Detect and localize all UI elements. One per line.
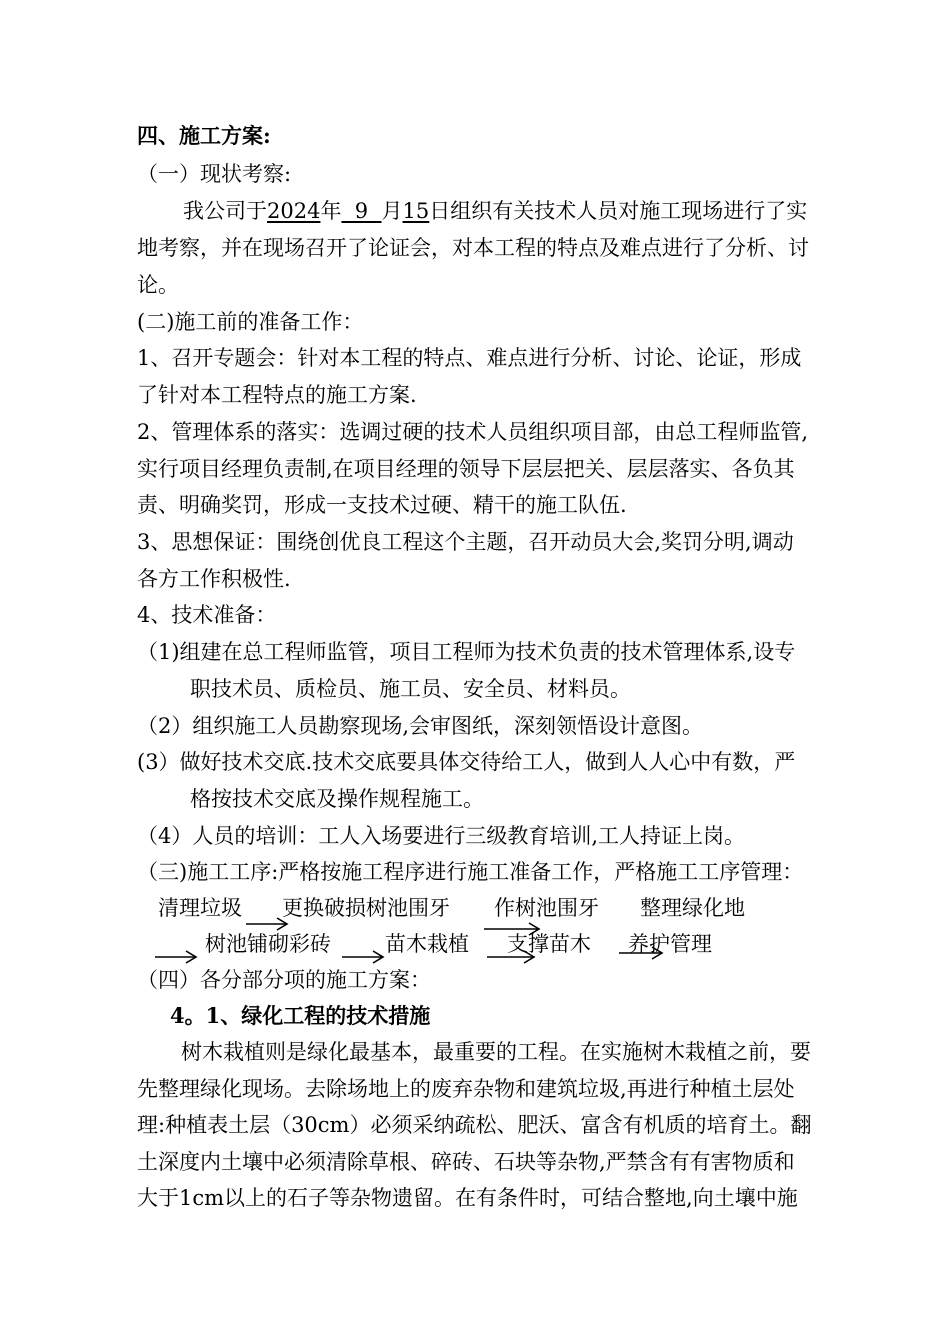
tech-prep-3-line-1: (3）做好技术交底.技术交底要具体交待给工人，做到人人心中有数，严 [137,750,796,774]
arrow-icon [155,951,196,963]
survey-day: 15 [402,199,430,223]
prep-item-1-line-1: 1、召开专题会：针对本工程的特点、难点进行分析、讨论、论证，形成 [137,346,802,370]
arrow-icon [246,918,287,930]
prep-item-2-line-2: 实行项目经理负责制,在项目经理的领导下层层把关、层层落实、各负其 [137,457,795,481]
greening-paragraph-line-1: 树木栽植则是绿化最基本，最重要的工程。在实施树木栽植之前，要 [181,1040,811,1064]
greening-paragraph-line-5: 大于1cm以上的石子等杂物遗留。在有条件时，可结合整地,向土壤中施 [137,1186,798,1210]
tech-prep-3-line-2: 格按技术交底及操作规程施工。 [190,787,484,811]
flow-step: 树池铺砌彩砖 [205,932,331,956]
tech-prep-2: （2）组织施工人员勘察现场,会审图纸，深刻领悟设计意图。 [137,714,704,738]
sub-heading-greening: 4。1、绿化工程的技术措施 [170,1003,431,1028]
prep-item-1-line-2: 了针对本工程特点的施工方案. [137,383,417,407]
subsection-title-procedure: （三)施工工序:严格按施工程序进行施工准备工作，严格施工工序管理： [137,860,804,884]
prep-item-4-title: 4、技术准备： [137,603,277,627]
prep-item-2-line-1: 2、管理体系的落实：选调过硬的技术人员组织项目部，由总工程师监管, [137,420,809,444]
flow-step: 作树池围牙 [494,896,599,920]
subsection-title-plans: （四）各分部分项的施工方案： [137,968,431,992]
flow-step: 养护管理 [628,932,712,956]
survey-paragraph-line-1: 我公司于2024年 9 月15日组织有关技术人员对施工现场进行了实 [183,199,808,223]
survey-paragraph-line-3: 论。 [137,273,179,297]
survey-month: 9 [341,199,382,223]
flow-step: 整理绿化地 [640,896,745,920]
survey-paragraph-line-2: 地考察，并在现场召开了论证会，对本工程的特点及难点进行了分析、讨 [137,236,809,260]
tech-prep-1-line-1: （1)组建在总工程师监管，项目工程师为技术负责的技术管理体系,设专 [137,640,796,664]
greening-paragraph-line-2: 先整理绿化现场。去除场地上的废弃杂物和建筑垃圾,再进行种植土层处 [137,1077,795,1101]
arrow-icon [342,951,383,963]
greening-paragraph-line-3: 理:种植表土层（30cm）必须采纳疏松、肥沃、富含有机质的培育土。翻 [137,1113,812,1137]
greening-paragraph-line-4: 土深度内土壤中必须清除草根、碎砖、石块等杂物,严禁含有有害物质和 [137,1150,795,1174]
prep-item-3-line-2: 各方工作积极性. [137,567,291,591]
flow-step: 更换破损树池围牙 [282,896,450,920]
flow-step: 支撑苗木 [507,932,591,956]
flow-step: 苗木栽植 [385,932,469,956]
prep-item-3-line-1: 3、思想保证：围绕创优良工程这个主题，召开动员大会,奖罚分明,调动 [137,530,794,554]
tech-prep-1-line-2: 职技术员、质检员、施工员、安全员、材料员。 [190,677,631,701]
survey-year: 2024 [267,199,321,223]
prep-item-2-line-3: 责、明确奖罚，形成一支技术过硬、精干的施工队伍. [137,493,627,517]
flow-step: 清理垃圾 [158,896,242,920]
subsection-title-preparation: (二)施工前的准备工作： [137,310,364,334]
subsection-title-survey: （一）现状考察: [137,162,292,186]
tech-prep-4: （4）人员的培训：工人入场要进行三级教育培训,工人持证上岗。 [137,824,746,848]
section-heading: 四、施工方案: [137,123,271,148]
